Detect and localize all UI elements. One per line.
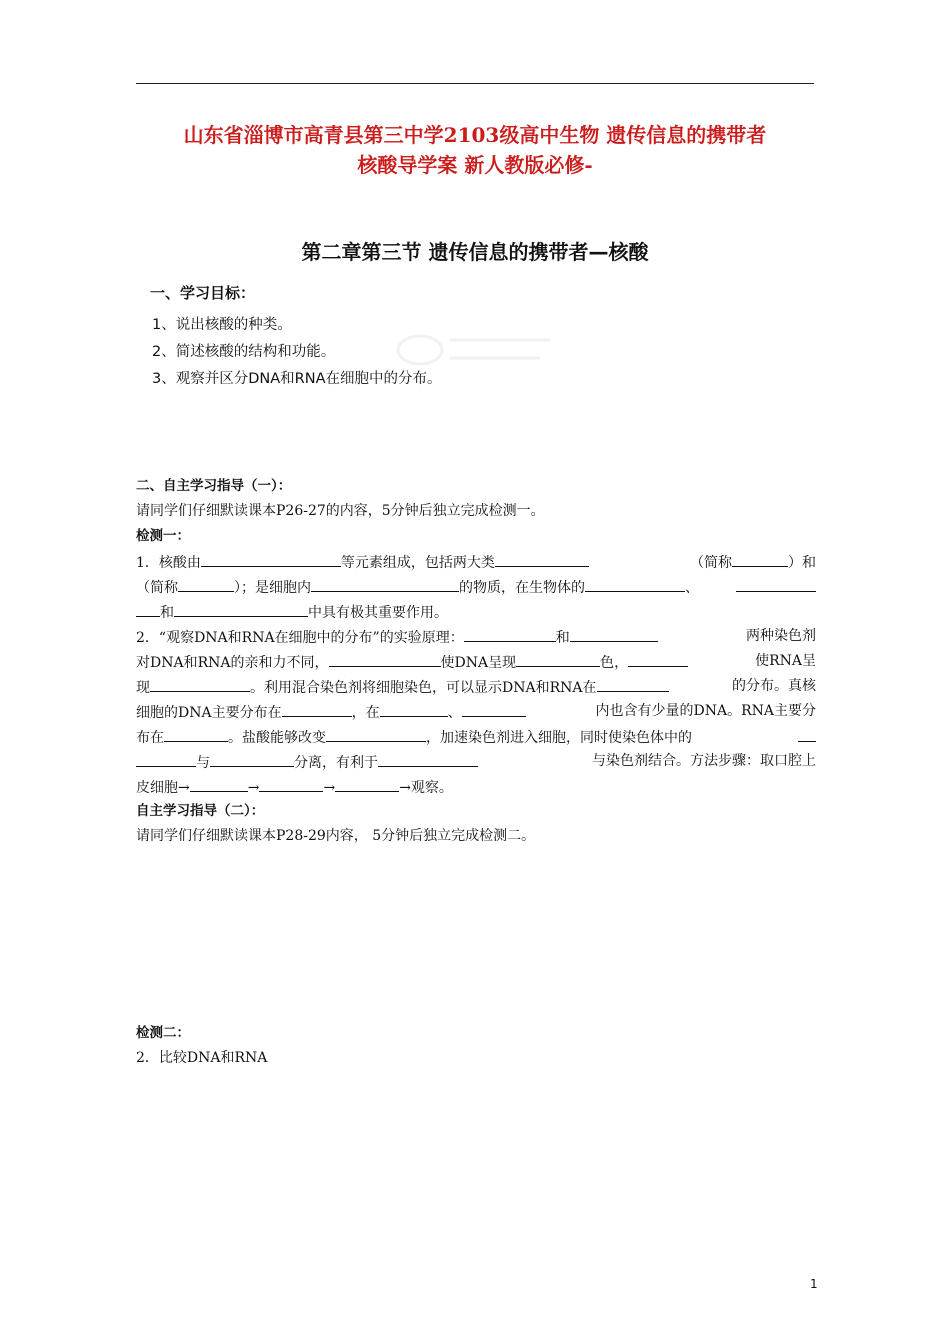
question-1-line-2: （简称 ）；是细胞内 的物质，在生物体的 、	[136, 574, 816, 599]
blank-field[interactable]	[259, 774, 323, 792]
guide-one-heading: 二、自主学习指导（一）：	[136, 478, 292, 494]
blank-field[interactable]	[736, 574, 816, 592]
blank-field[interactable]	[282, 699, 352, 717]
question-2-line-3: 现 。利用混合染色剂将细胞染色，可以显示DNA和RNA在 的分布。真核	[136, 674, 816, 699]
blank-field[interactable]	[516, 649, 600, 667]
blank-field[interactable]	[378, 749, 478, 767]
goals-list	[152, 312, 442, 393]
check-two-section	[136, 1021, 816, 1071]
goal-item: 1、说出核酸的种类。	[152, 317, 292, 333]
blank-field[interactable]	[329, 649, 441, 667]
guide-one-instruction: 请同学们仔细默读课本P26-27的内容，5分钟后独立完成检测一。	[136, 503, 545, 519]
blank-field[interactable]	[732, 549, 788, 567]
blank-field[interactable]	[178, 574, 234, 592]
question-1-line-3: 和 中具有极其重要作用。	[136, 599, 816, 624]
check-two-item: 2．比较DNA和RNA	[136, 1050, 268, 1066]
goals-heading: 一、学习目标：	[150, 284, 256, 302]
header-rule	[136, 83, 814, 84]
blank-field[interactable]	[628, 649, 688, 667]
guide-one-section	[136, 474, 816, 849]
blank-field[interactable]	[597, 674, 669, 692]
check-one-heading: 检测一：	[136, 528, 190, 544]
blank-field[interactable]	[570, 624, 658, 642]
question-1-line-1: 1．核酸由 等元素组成，包括两大类 （简称 ）和	[136, 549, 816, 574]
blank-field[interactable]	[464, 624, 556, 642]
check-two-heading: 检测二：	[136, 1025, 190, 1041]
blank-field[interactable]	[335, 774, 399, 792]
question-2-line-4: 细胞的DNA主要分布在 ，在 、 内也含有少量的DNA。RNA主要分	[136, 699, 816, 724]
question-2-line-2: 对DNA和RNA的亲和力不同， 使DNA呈现 色， 使RNA呈	[136, 649, 816, 674]
blank-field[interactable]	[136, 599, 160, 617]
blank-field[interactable]	[326, 724, 426, 742]
blank-field[interactable]	[495, 549, 589, 567]
guide-two-heading: 自主学习指导（二）：	[136, 803, 265, 819]
page-number: 1	[810, 1277, 818, 1291]
section-title: 第二章第三节 遗传信息的携带者—核酸	[301, 240, 649, 264]
blank-field[interactable]	[174, 599, 308, 617]
title-line-1: 山东省淄博市高青县第三中学2103级高中生物 遗传信息的携带者	[183, 123, 767, 147]
document-title	[136, 120, 814, 180]
blank-field[interactable]	[462, 699, 526, 717]
question-2-line-7: 皮细胞→ → → →观察。	[136, 774, 816, 799]
blank-field[interactable]	[150, 674, 250, 692]
blank-field[interactable]	[164, 724, 228, 742]
question-2-line-5: 布在 。盐酸能够改变 ，加速染色剂进入细胞，同时使染色体中的	[136, 724, 816, 749]
question-2-line-6: 与 分离，有利于 与染色剂结合。方法步骤：取口腔上	[136, 749, 816, 774]
blank-field[interactable]	[798, 724, 816, 742]
blank-field[interactable]	[585, 574, 685, 592]
goal-item: 3、观察并区分DNA和RNA在细胞中的分布。	[152, 371, 442, 387]
blank-field[interactable]	[210, 749, 294, 767]
blank-field[interactable]	[136, 749, 196, 767]
blank-field[interactable]	[190, 774, 248, 792]
guide-two-instruction: 请同学们仔细默读课本P28-29内容， 5分钟后独立完成检测二。	[136, 828, 536, 844]
blank-field[interactable]	[380, 699, 448, 717]
blank-field[interactable]	[201, 549, 341, 567]
goal-item: 2、简述核酸的结构和功能。	[152, 344, 336, 360]
title-line-2: 核酸导学案 新人教版必修-	[357, 153, 593, 177]
question-2-line-1: 2．“观察DNA和RNA在细胞中的分布”的实验原理： 和 两种染色剂	[136, 624, 816, 649]
blank-field[interactable]	[311, 574, 459, 592]
